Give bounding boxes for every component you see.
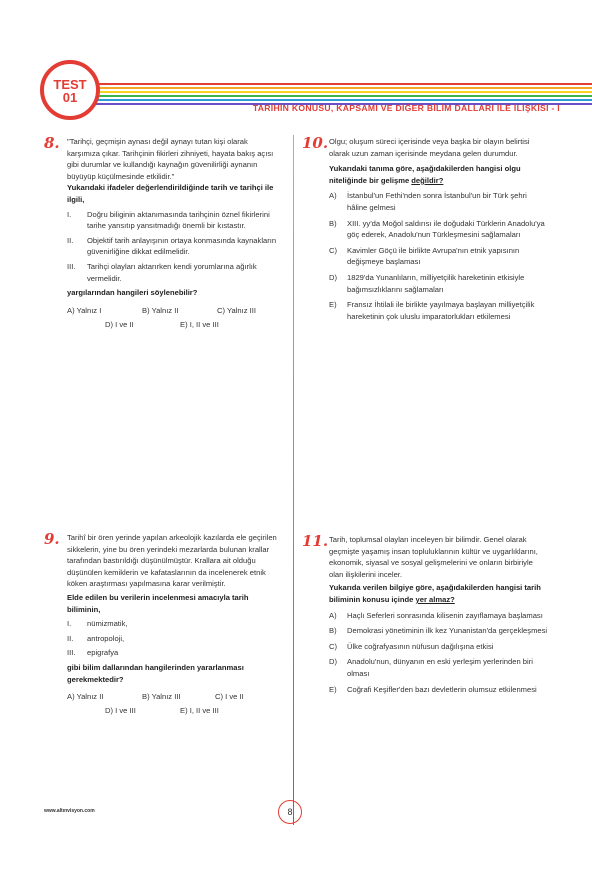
option-label: D)	[329, 657, 338, 667]
question-9-stem: Elde edilen bu verilerin incelenmesi amacıyla tarih biliminin,	[67, 592, 249, 614]
option-label: A)	[329, 191, 337, 201]
question-10-option-c[interactable]	[329, 245, 549, 268]
item-label: II.	[67, 235, 74, 245]
item-text: epigrafya	[87, 648, 119, 658]
choice-c[interactable]: C) Yalnız III	[217, 305, 256, 315]
item-label: II.	[67, 633, 74, 643]
option-label: D)	[329, 272, 338, 282]
question-10-option-b[interactable]	[329, 218, 549, 241]
choice-b[interactable]: B) Yalnız III	[142, 692, 181, 702]
header-stripe	[60, 95, 592, 97]
footer-url: www.altınvisyon.com	[44, 808, 95, 814]
question-9-item	[67, 618, 277, 630]
item-text: Tarihçi olayları aktarırken kendi yorumlarına ağırlık vermelidir.	[87, 261, 257, 283]
question-9	[67, 532, 277, 715]
header-stripe	[60, 87, 592, 89]
option-text: Haçlı Seferleri sonrasında kilisenin zayıflamaya başlaması	[347, 610, 543, 620]
test-badge	[40, 60, 100, 120]
choice-a[interactable]: A) Yalnız I	[67, 305, 102, 315]
item-label: III.	[67, 648, 76, 658]
option-text: İstanbul'un Fethi'nden sonra İstanbul'un bir Türk şehri hâline gelmesi	[347, 191, 527, 212]
question-10-option-a[interactable]	[329, 190, 549, 213]
item-text: Objektif tarih anlayışının ortaya konmasında kaynakların güvenirliğine dikkat edilmelidir.	[87, 235, 277, 257]
question-11-stem-text: Yukarıda verilen bilgiye göre, aşağıdakilerden hangisi tarih biliminin konusu içinde	[329, 583, 541, 604]
option-text: Kavimler Göçü ile birlikte Avrupa'nın etnik yapısının değişmeye başlaması	[347, 245, 520, 267]
question-10-option-e[interactable]	[329, 299, 549, 322]
option-label: C)	[329, 245, 338, 255]
question-8-stem: Yukarıdaki ifadeler değerlendirildiğinde tarih ve tarihçi ile ilgili,	[67, 183, 274, 204]
badge-test-number: 01	[62, 90, 78, 105]
question-9-passage: Tarihî bir ören yerinde yapılan arkeolojik kazılarda ele geçirilen sikkelerin, yine bu ören yerindeki mezarlarda bulunan krallar tarafından bastırıldığı düşünülmüştür. Krallara ait olduğu düşünülen kemiklerin ve kafataslarının da incelenerek etnik köken araştırması yapılmasına karar verilmiştir.	[67, 533, 277, 589]
question-9-item	[67, 647, 277, 659]
option-label: B)	[329, 626, 337, 636]
question-8	[67, 136, 277, 329]
question-11-number: 11.	[302, 532, 329, 550]
question-10-number: 10.	[302, 134, 329, 152]
choice-d[interactable]: D) I ve II	[105, 319, 134, 329]
choice-b[interactable]: B) Yalnız II	[142, 305, 179, 315]
column-divider	[293, 135, 294, 825]
choice-e[interactable]: E) I, II ve III	[180, 319, 219, 329]
question-8-item	[67, 261, 277, 284]
option-label: E)	[329, 300, 337, 310]
question-11	[329, 534, 549, 695]
option-text: XIII. yy'da Moğol saldırısı ile doğudaki Türklerin Anadolu'ya göç ederek, Anadolu'nun Türkleşmesini sağlamaları	[347, 218, 545, 240]
page-number: 8	[278, 800, 302, 824]
option-text: Fransız İhtilali ile birlikte yayılmaya başlayan milliyetçilik hareketinin çok uluslu imparatorlukları etkilemesi	[347, 300, 535, 321]
question-10-stem-text: Yukarıdaki tanıma göre, aşağıdakilerden hangisi olgu niteliğinde bir gelişme	[329, 164, 521, 185]
question-11-stem-negation: yer almaz?	[415, 594, 455, 604]
item-text: nümizmatik,	[87, 619, 128, 629]
header-stripe	[60, 99, 592, 101]
page-title: TARİHİN KONUSU, KAPSAMI VE DİĞER BİLİM DALLARI İLE İLİŞKİSİ - I	[252, 103, 560, 113]
choice-d[interactable]: D) I ve III	[105, 706, 136, 716]
option-label: C)	[329, 641, 338, 651]
item-label: I.	[67, 209, 72, 219]
item-text: antropoloji,	[87, 633, 125, 643]
question-10-stem-negation: değildir?	[411, 175, 444, 185]
option-label: B)	[329, 218, 337, 228]
item-label: I.	[67, 619, 72, 629]
badge-test-label: TEST	[53, 77, 87, 92]
question-11-option-a[interactable]	[329, 610, 549, 622]
header-stripe	[60, 83, 592, 85]
option-text: Demokrasi yönetiminin ilk kez Yunanistan'da gerçekleşmesi	[347, 626, 548, 636]
option-label: A)	[329, 610, 337, 620]
question-8-item	[67, 209, 277, 232]
question-8-question: yargılarından hangileri söylenebilir?	[67, 288, 198, 298]
question-10-passage: Olgu; oluşum süreci içerisinde veya başka bir olayın belirtisi olarak uzun zaman içerisinde meydana gelen durumdur.	[329, 137, 530, 158]
question-9-question: gibi bilim dallarından hangilerinden yararlanması gerekmektedir?	[67, 662, 244, 684]
item-label: III.	[67, 261, 76, 271]
choice-c[interactable]: C) I ve II	[215, 692, 244, 702]
question-10-stem	[329, 163, 549, 186]
question-11-stem	[329, 582, 549, 605]
option-text: Ülke coğrafyasının nüfusun dağılışına etkisi	[347, 641, 494, 651]
question-8-quote: "Tarihçi, geçmişin aynası değil aynayı tutan kişi olarak karşımıza çıkar. Tarihçinin fikirleri zihniyeti, hayata bakış açısı gibi durumlar ve kullandığı kaynağın güvenilirliği aynanın büyüyüp küçülmesinde etkilidir."	[67, 137, 274, 181]
question-11-option-c[interactable]	[329, 641, 549, 653]
choice-a[interactable]: A) Yalnız II	[67, 692, 104, 702]
choice-e[interactable]: E) I, II ve III	[180, 706, 219, 716]
question-11-option-d[interactable]	[329, 656, 549, 679]
question-9-number: 9.	[44, 530, 60, 548]
option-label: E)	[329, 684, 337, 694]
option-text: Anadolu'nun, dünyanın en eski yerleşim yerlerinden biri olması	[347, 657, 533, 678]
question-11-passage: Tarih, toplumsal olayları inceleyen bir bilimdir. Genel olarak geçmişte yaşamış insan topluluklarının kültür ve uygarlıklarını, ekonomik, siyasal ve sosyal gelişmelerini ve onların birbiriyle olan ilişkilerini inceler.	[329, 535, 538, 579]
question-11-option-e[interactable]	[329, 684, 549, 696]
question-8-item	[67, 235, 277, 258]
question-9-item	[67, 633, 277, 645]
question-10	[329, 136, 549, 322]
question-8-number: 8.	[44, 134, 60, 152]
question-11-option-b[interactable]	[329, 625, 549, 637]
question-9-choices	[67, 691, 277, 715]
option-text: Coğrafi Keşifler'den bazı devletlerin olumsuz etkilenmesi	[347, 684, 537, 694]
option-text: 1829'da Yunanlıların, milliyetçilik hareketinin etkisiyle bağımsızlıklarını sağlamaları	[347, 272, 525, 294]
item-text: Doğru biliginin aktanımasında tarihçinin öznel fikirlerini tarihe yansıtıp yansıtmadığı önemli bir kıstastır.	[87, 209, 270, 231]
header-stripe	[60, 91, 592, 93]
question-8-choices	[67, 305, 277, 329]
question-10-option-d[interactable]	[329, 272, 549, 295]
